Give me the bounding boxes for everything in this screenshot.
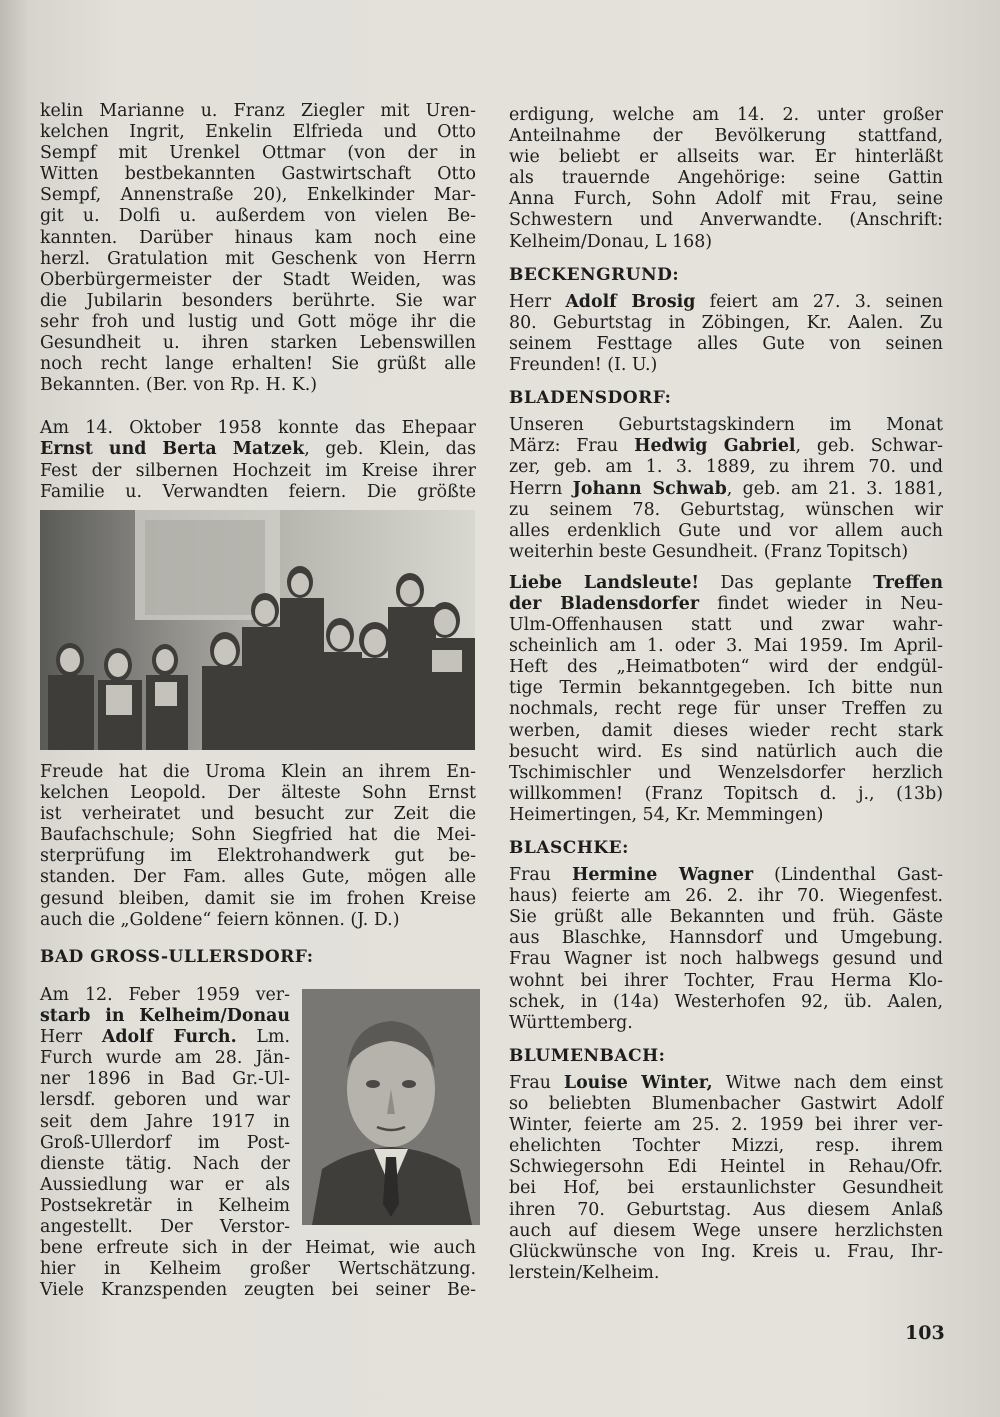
text-fragment: Treffen [873, 572, 943, 593]
text-line: Aussiedlung war er als [40, 1174, 290, 1195]
text-line: werben, damit dieses wieder recht stark [509, 720, 943, 741]
text-line: bei Hof, bei erstaunlichster Gesundheit [509, 1178, 943, 1199]
text-line: kelin Marianne u. Franz Ziegler mit Uren- [40, 101, 476, 121]
text-line: Fest der silbernen Hochzeit im Kreise ihrer [40, 460, 476, 481]
obituary-narrow-text [40, 985, 290, 1238]
group-photo [40, 510, 475, 750]
text-line: auch die „Goldene“ feiern können. (J. D.) [40, 909, 400, 930]
section-heading-beckengrund: BECKENGRUND: [509, 264, 680, 285]
text-line: herzl. Gratulation mit Geschenk von Herrn [40, 248, 476, 269]
paragraph-ziegler [40, 101, 476, 396]
text-line: sterprüfung im Elektrohandwerk gut be- [40, 846, 476, 867]
text-line: auch auf diesem Wege unsere herzlichsten [509, 1220, 943, 1241]
obituary-full-width-text [40, 1238, 476, 1301]
name-matzek: Ernst und Berta Matzek [40, 439, 305, 460]
portrait-photo [302, 989, 480, 1225]
text-line: kelchen Ingrit, Enkelin Elfrieda und Otto [40, 122, 476, 143]
text-line: Bekannten. (Ber. von Rp. H. K.) [40, 375, 318, 396]
group-photo-image [40, 510, 475, 750]
text-line: standen. Der Fam. alles Gute, mögen alle [40, 867, 476, 888]
text-fragment: Das geplante [699, 572, 874, 593]
page-number: 103 [905, 1322, 945, 1344]
text-line: Anna Furch, Sohn Adolf mit Frau, seine [509, 189, 943, 210]
text-line: als trauernde Angehörige: seine Gattin [509, 168, 943, 189]
text-line: Unseren Geburtstagskindern im Monat [509, 415, 943, 436]
text-line: Freunden! (I. U.) [509, 355, 658, 376]
paragraph-bladensdorf-birthdays [509, 415, 943, 563]
text-line: Am 14. Oktober 1958 konnte das Ehepaar [40, 418, 476, 439]
section-heading-bad-gross-ullersdorf: BAD GROSS-ULLERSDORF: [40, 946, 314, 967]
text-line: wie beliebt er allseits war. Er hinterläßt [509, 147, 943, 168]
text-line: kelchen Leopold. Der älteste Sohn Ernst [40, 783, 476, 804]
text-line: wohnt bei ihrer Tochter, Frau Herma Klo- [509, 970, 943, 991]
text-fragment: feiert am 27. 3. seinen [695, 291, 943, 312]
text-line: willkommen! (Franz Topitsch d. j., (13b) [509, 783, 943, 804]
name-hermine-wagner: Hermine Wagner [571, 865, 754, 886]
text-line: lerstein/Kelheim. [509, 1262, 660, 1283]
text-line: so beliebten Blumenbacher Gastwirt Adolf [509, 1094, 943, 1115]
text-fragment: Lm. [236, 1027, 290, 1048]
text-line: Freude hat die Uroma Klein an ihrem En- [40, 762, 476, 782]
name-adolf-brosig: Adolf Brosig [565, 291, 696, 312]
text-line: Sempf mit Urenkel Ottmar (von der in [40, 143, 476, 164]
left-column [40, 101, 476, 503]
portrait-image [302, 989, 480, 1225]
text-line: ehelichten Tochter Mizzi, resp. ihrem [509, 1136, 943, 1157]
text-line: zu seinem 78. Geburtstag, wünschen wir [509, 499, 943, 520]
text-line: Postsekretär in Kelheim [40, 1195, 290, 1216]
name-hedwig-gabriel: Hedwig Gabriel [634, 436, 796, 457]
text-line: besucht wird. Es sind natürlich auch die [509, 741, 943, 762]
name-johann-schwab: Johann Schwab [572, 478, 727, 499]
text-line: 80. Geburtstag in Zöbingen, Kr. Aalen. Zu [509, 312, 943, 333]
text-line: Tschimischler und Wenzelsdorfer herzlich [509, 762, 943, 783]
name-louise-winter: Louise Winter, [563, 1072, 713, 1093]
text-fragment: Frau [509, 1072, 564, 1093]
text-fragment: , geb. am 21. 3. 1881, [726, 478, 944, 499]
text-line: bene erfreute sich in der Heimat, wie auch [40, 1238, 476, 1258]
text-line: Heft des „Heimatboten“ wird der endgül- [509, 657, 943, 678]
text-line: alles erdenklich Gute und vor allem auch [509, 520, 943, 541]
text-line: Schwestern und Anverwandte. (Anschrift: [509, 210, 943, 231]
text-fragment: Witwe nach dem einst [712, 1072, 943, 1093]
name-adolf-furch: Adolf Furch. [101, 1027, 237, 1048]
text-line: Familie u. Verwandten feiern. Die größte [40, 481, 476, 502]
text-line: die Jubilarin besonders berührte. Sie war [40, 290, 476, 311]
text-line: Baufachschule; Sohn Siegfried hat die Mei- [40, 825, 476, 846]
text-line: zer, geb. am 1. 3. 1889, zu ihrem 70. und [509, 457, 943, 478]
text-line [509, 865, 943, 886]
text-fragment: findet wieder in Neu- [699, 593, 943, 614]
text-line: Sie grüßt alle Bekannten und früh. Gäste [509, 907, 943, 928]
text-line: scheinlich am 1. oder 3. Mai 1959. Im April- [509, 636, 943, 657]
text-line: Sempf, Annenstraße 20), Enkelkinder Mar- [40, 185, 476, 206]
text-line [40, 1006, 290, 1027]
text-line: Glückwünsche von Ing. Kreis u. Frau, Ihr- [509, 1241, 943, 1262]
text-fragment: Herr [40, 1027, 102, 1048]
text-line: ihren 70. Geburtstag. Aus diesem Anlaß [509, 1199, 943, 1220]
section-heading-bladensdorf: BLADENSDORF: [509, 388, 672, 409]
text-line: Winter, feierte am 25. 2. 1959 bei ihrer ver- [509, 1115, 943, 1136]
text-fragment: März: Frau [509, 436, 635, 457]
text-line [509, 292, 943, 313]
paragraph-treffen [509, 573, 943, 826]
text-fragment: , geb. Schwar- [795, 436, 944, 457]
text-line: lersdf. geboren und war [40, 1090, 290, 1111]
text-line: seit dem Jahre 1917 in [40, 1111, 290, 1132]
text-line: kannten. Darüber hinaus kam noch eine [40, 227, 476, 248]
text-line: erdigung, welche am 14. 2. unter großer [509, 105, 943, 125]
text-line: tige Termin bekanntgegeben. Ich bitte nun [509, 678, 943, 699]
text-line [509, 479, 943, 500]
text-line: Viele Kranzspenden zeugten bei seiner Be- [40, 1280, 476, 1301]
text-fragment: (Lindenthal Gast- [753, 865, 943, 886]
text-line: Frau Wagner ist noch halbwegs gesund und [509, 949, 943, 970]
text-fragment: Herr [509, 291, 566, 312]
text-line: Gesundheit u. ihren starken Lebenswillen [40, 333, 476, 354]
text-fragment: Liebe Landsleute! [509, 572, 700, 593]
text-line: aus Blaschke, Hannsdorf und Umgebung. [509, 928, 943, 949]
text-line: Schwiegersohn Edi Heintel in Rehau/Ofr. [509, 1157, 943, 1178]
text-line: dienste tätig. Nach der [40, 1153, 290, 1174]
paragraph-furch-continued [509, 105, 943, 253]
text-line: Groß-Ullerdorf im Post- [40, 1132, 290, 1153]
text-line [509, 436, 943, 457]
text-line: sehr froh und lustig und Gott möge ihr die [40, 311, 476, 332]
paragraph-brosig [509, 292, 943, 376]
text-line [509, 573, 943, 594]
text-line: schek, in (14a) Westerhofen 92, üb. Aalen, [509, 991, 943, 1012]
text-line: noch recht lange erhalten! Sie grüßt alle [40, 354, 476, 375]
text-line: Am 12. Feber 1959 ver- [40, 985, 290, 1005]
text-line: haus) feierte am 26. 2. ihr 70. Wiegenfest. [509, 886, 943, 907]
text-fragment: Frau [509, 865, 572, 886]
text-line: git u. Dolfi u. außerdem von vielen Be- [40, 206, 476, 227]
paragraph-wagner [509, 865, 943, 1034]
text-line: hier in Kelheim großer Wertschätzung. [40, 1259, 476, 1280]
text-line: ist verheiratet und besucht zur Zeit die [40, 804, 476, 825]
text-line: angestellt. Der Verstor- [40, 1217, 290, 1238]
paragraph-matzek [40, 418, 476, 502]
text-line: Württemberg. [509, 1012, 633, 1033]
text-fragment: starb in Kelheim/Donau [40, 1006, 290, 1027]
text-fragment: der Bladensdorfer [509, 593, 700, 614]
text-line [509, 1073, 943, 1094]
text-line: Kelheim/Donau, L 168) [509, 231, 713, 252]
text-fragment: , geb. Klein, das [304, 439, 476, 460]
text-line [509, 594, 943, 615]
section-heading-blaschke: BLASCHKE: [509, 838, 629, 858]
photo-caption [40, 762, 476, 974]
text-line: seinem Festtage alles Gute von seinen [509, 333, 943, 354]
text-line: Anteilnahme der Bevölkerung stattfand, [509, 126, 943, 147]
text-line: nochmals, recht rege für unser Treffen zu [509, 699, 943, 720]
text-line: weiterhin beste Gesundheit. (Franz Topitsch) [509, 541, 909, 562]
text-line: Heimertingen, 54, Kr. Memmingen) [509, 804, 824, 825]
text-line [40, 1027, 290, 1048]
text-line: Witten bestbekannten Gastwirtschaft Otto [40, 164, 476, 185]
section-heading-blumenbach: BLUMENBACH: [509, 1045, 666, 1066]
text-line: Oberbürgermeister der Stadt Weiden, was [40, 269, 476, 290]
text-line: gesund bleiben, damit sie im frohen Kreise [40, 888, 476, 909]
right-column [509, 105, 943, 1284]
text-fragment: Herrn [509, 478, 573, 499]
text-line [40, 439, 476, 460]
text-line: Furch wurde am 28. Jän- [40, 1048, 290, 1069]
text-line: Ulm-Offenhausen statt und zwar wahr- [509, 615, 943, 636]
paragraph-winter [509, 1073, 943, 1284]
text-line: ner 1896 in Bad Gr.-Ul- [40, 1069, 290, 1090]
